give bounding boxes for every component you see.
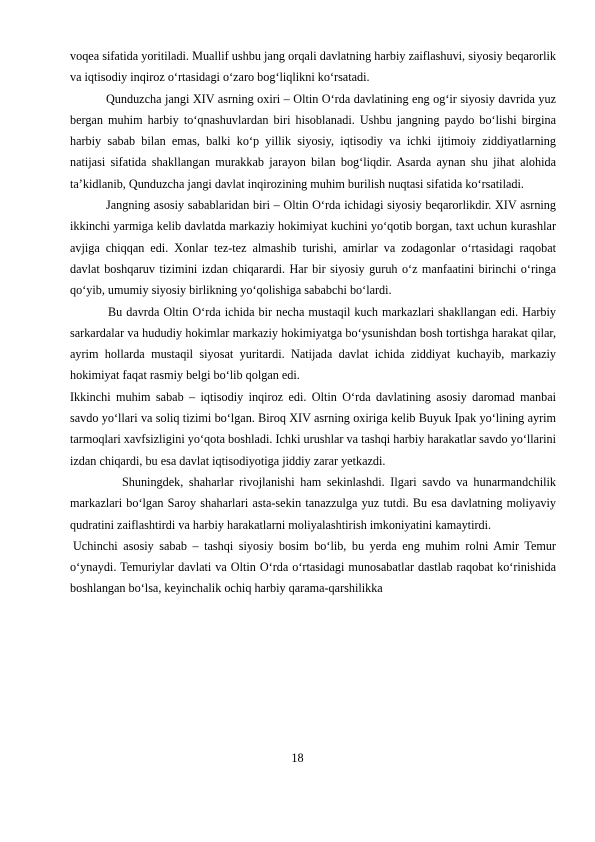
paragraph-1: voqea sifatida yoritiladi. Muallif ushbu jang orqali davlatning harbiy zaiflashuvi, siyosiy beqarorlik va iqtisodiy inqiroz o‘rtasidagi o‘zaro bog‘liqlikni ko‘rsatadi. (70, 49, 556, 85)
document-page (70, 46, 556, 600)
paragraph-7: Uchinchi asosiy sabab – tashqi siyosiy bosim bo‘lib, bu yerda eng muhim rolni Amir Temur o‘ynaydi. Temuriylar davlati va Oltin O‘rda o‘rtasidagi munosabatlar dastlab raqobat ko‘rinishida boshlangan bo‘lsa, keyinchalik ochiq harbiy qarama-qarshilikka (70, 538, 556, 596)
paragraph-4: Bu davrda Oltin O‘rda ichida bir necha mustaqil kuch markazlari shakllangan edi. Harbiy sarkardalar va hududiy hokimlar markaziy hokimiyatga bo‘ysunishdan bosh tortishga harakat qilar, ayrim hollarda mustaqil siyosat yuritardi. Natijada davlat ichida ziddiyat kuchayib, markaziy hokimiyat faqat rasmiy belgi bo‘lib qolgan edi. (70, 304, 556, 383)
page-number: 18 (291, 751, 304, 765)
paragraph-2: Qunduzcha jangi XIV asrning oxiri – Oltin O‘rda davlatining eng og‘ir siyosiy davrida yuz bergan muhim harbiy to‘qnashuvlardan biri hisoblanadi. Ushbu jangning paydo bo‘lishi birgina harbiy sabab bilan emas, balki ko‘p yillik siyosiy, iqtisodiy va ichki ijtimoiy ziddiyatlarning natijasi sifatida shakllangan murakkab jarayon bilan bog‘liqdir. Asarda aynan shu jihat alohida ta’kidlanib, Qunduzcha jangi davlat inqirozining muhim burilish nuqtasi sifatida ko‘rsatiladi. (70, 91, 556, 191)
paragraph-5: Ikkinchi muhim sabab – iqtisodiy inqiroz edi. Oltin O‘rda davlatining asosiy daromad manbai savdo yo‘llari va soliq tizimi bo‘lgan. Biroq XIV asrning oxiriga kelib Buyuk Ipak yo‘lining ayrim tarmoqlari xavfsizligini yo‘qota boshladi. Ichki urushlar va tashqi harbiy harakatlar savdo yo‘llarini izdan chiqardi, bu esa davlat iqtisodiyotiga jiddiy zarar yetkazdi. (70, 389, 557, 468)
paragraph-3: Jangning asosiy sabablaridan biri – Oltin O‘rda ichidagi siyosiy beqarorlikdir. XIV asrning ikkinchi yarmiga kelib davlatda markaziy hokimiyat kuchini yo‘qotib borgan, taxt uchun kurashlar avjiga chiqqan edi. Xonlar tez-tez almashib turishi, amirlar va zodagonlar o‘rtasidagi raqobat davlat boshqaruv tizimini izdan chiqarardi. Har bir siyosiy guruh o‘z manfaatini birinchi o‘ringa qo‘yib, umumiy siyosiy birlikning yo‘qolishiga sababchi bo‘lardi. (70, 198, 556, 298)
paragraph-6: Shuningdek, shaharlar rivojlanishi ham sekinlashdi. Ilgari savdo va hunarmandchilik markazlari bo‘lgan Saroy shaharlari asta-sekin tanazzulga yuz tutdi. Bu esa davlatning moliyaviy qudratini zaiflashtirdi va harbiy harakatlarni moliyalashtirish imkoniyatini kamaytirdi. (70, 474, 556, 532)
